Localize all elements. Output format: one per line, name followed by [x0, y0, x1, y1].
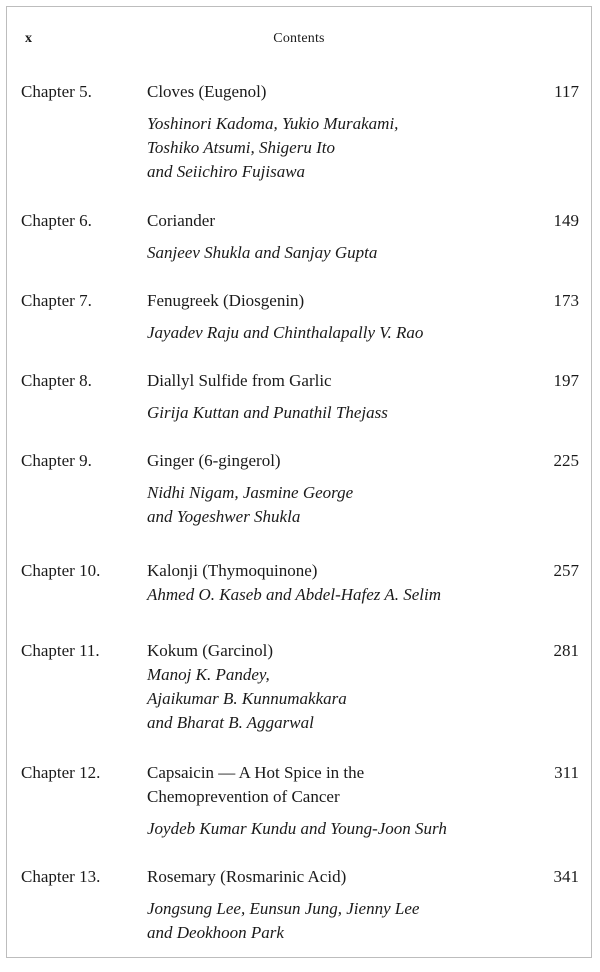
chapter-authors: Toshiko Atsumi, Shigeru Ito [147, 138, 335, 157]
chapter-label: Chapter 13. [21, 867, 101, 886]
chapter-title: Cloves (Eugenol) [147, 82, 267, 101]
chapter-authors: and Seiichiro Fujisawa [147, 162, 306, 181]
chapter-authors: and Yogeshwer Shukla [147, 507, 301, 526]
chapter-authors: Jongsung Lee, Eunsun Jung, Jienny Lee [147, 899, 420, 918]
page-number: 149 [553, 211, 579, 230]
page-number: 281 [553, 641, 579, 660]
page-number: 341 [553, 867, 579, 886]
chapter-title: Rosemary (Rosmarinic Acid) [147, 867, 347, 886]
chapter-authors: and Bharat B. Aggarwal [147, 713, 314, 732]
page-number: 117 [554, 82, 579, 101]
page-number: 311 [554, 763, 579, 782]
chapter-label: Chapter 7. [21, 291, 92, 310]
page-number: 257 [553, 561, 579, 580]
page-header [7, 31, 591, 51]
chapter-authors: Ahmed O. Kaseb and Abdel-Hafez A. Selim [147, 585, 441, 604]
chapter-title: Kalonji (Thymoquinone) [147, 561, 318, 580]
chapter-authors: Yoshinori Kadoma, Yukio Murakami, [147, 114, 399, 133]
chapter-title: Ginger (6-gingerol) [147, 451, 281, 470]
chapter-authors: Joydeb Kumar Kundu and Young-Joon Surh [147, 819, 447, 838]
page-number: 225 [553, 451, 579, 470]
chapter-authors: Nidhi Nigam, Jasmine George [147, 483, 354, 502]
chapter-title: Fenugreek (Diosgenin) [147, 291, 305, 310]
chapter-title: Kokum (Garcinol) [147, 641, 274, 660]
chapter-label: Chapter 11. [21, 641, 100, 660]
page-number: 197 [553, 371, 579, 390]
page-number: 173 [553, 291, 579, 310]
chapter-authors: Ajaikumar B. Kunnumakkara [147, 689, 347, 708]
running-head: Contents [273, 31, 325, 46]
page-number-marker: x [25, 31, 32, 46]
chapter-title: Capsaicin — A Hot Spice in the [147, 763, 365, 782]
book-page [6, 6, 592, 958]
chapter-label: Chapter 9. [21, 451, 92, 470]
chapter-authors: and Deokhoon Park [147, 923, 284, 942]
chapter-authors: Jayadev Raju and Chinthalapally V. Rao [147, 323, 424, 342]
chapter-label: Chapter 6. [21, 211, 92, 230]
chapter-title: Chemoprevention of Cancer [147, 787, 340, 806]
chapter-authors: Manoj K. Pandey, [147, 665, 270, 684]
chapter-title: Coriander [147, 211, 215, 230]
chapter-title: Diallyl Sulfide from Garlic [147, 371, 332, 390]
chapter-authors: Sanjeev Shukla and Sanjay Gupta [147, 243, 378, 262]
chapter-label: Chapter 12. [21, 763, 101, 782]
chapter-label: Chapter 5. [21, 82, 92, 101]
chapter-label: Chapter 8. [21, 371, 92, 390]
chapter-authors: Girija Kuttan and Punathil Thejass [147, 403, 388, 422]
chapter-label: Chapter 10. [21, 561, 101, 580]
